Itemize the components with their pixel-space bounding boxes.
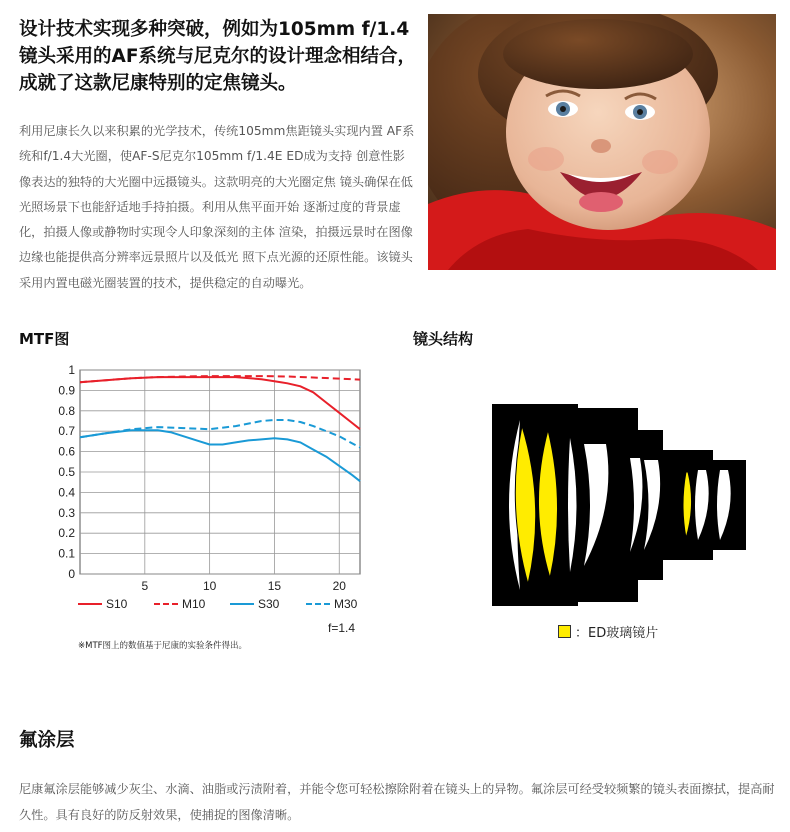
mtf-legend-label-s30: S30 <box>258 597 280 611</box>
mtf-legend <box>78 597 358 611</box>
mtf-legend-label-m30: M30 <box>334 597 358 611</box>
mtf-y-tick-label: 0.4 <box>58 485 75 500</box>
mtf-series-line-s30 <box>80 430 360 481</box>
mtf-aperture-label: f=1.4 <box>328 621 356 635</box>
child-portrait-image <box>428 14 776 270</box>
mtf-y-tick-label: 0.6 <box>58 444 75 459</box>
ed-glass-legend <box>558 622 658 641</box>
sample-photo-child <box>428 14 776 270</box>
mtf-note: ※MTF图上的数值基于尼康的实验条件得出。 <box>78 641 248 651</box>
mtf-series <box>80 376 360 481</box>
mtf-y-tick-label: 0.5 <box>58 465 75 479</box>
lens-structure-diagram <box>488 400 748 610</box>
mtf-y-tick-label: 0.3 <box>58 505 75 520</box>
mtf-y-tick-label: 0.2 <box>58 526 75 541</box>
mtf-y-tick-label: 0.9 <box>58 383 75 398</box>
mtf-legend-label-m10: M10 <box>182 597 206 611</box>
ed-glass-legend-label: ：ED玻璃镜片 <box>575 626 659 641</box>
ed-glass-swatch <box>558 625 571 638</box>
mtf-legend-label-s10: S10 <box>106 597 128 611</box>
coating-paragraph: 尼康氟涂层能够减少灰尘、水滴、油脂或污渍附着，并能令您可轻松擦除附着在镜头上的异物。氟涂层可经受较频繁的镜头表面擦拭，提高耐久性。具有良好的防反射效果，使捕捉的图像清晰。 <box>19 782 775 822</box>
mtf-y-tick-label: 0.7 <box>58 424 75 439</box>
mtf-x-tick-label: 15 <box>267 579 282 593</box>
mtf-x-tick-label: 20 <box>332 579 346 593</box>
mtf-y-tick-label: 1 <box>68 363 75 377</box>
coating-section-title: 氟涂层 <box>19 730 75 751</box>
mtf-x-tick-label: 5 <box>141 579 149 593</box>
mtf-series-line-m30 <box>80 420 360 448</box>
mtf-axis-labels <box>58 363 346 593</box>
mtf-series-line-s10 <box>80 377 360 429</box>
mtf-y-tick-label: 0.1 <box>58 546 75 561</box>
mtf-chart <box>20 352 380 662</box>
mtf-y-tick-label: 0 <box>68 567 75 581</box>
intro-paragraph: 利用尼康长久以来积累的光学技术，传统105mm焦距镜头实现内置 AF系统和f/1.4大光圈，使AF-S尼克尔105mm f/1.4E ED成为支持 创意性影像表达的独特的大光圈中远摄镜头。这款明亮的大光圈定焦 镜头确保在低光照场景下也能舒适地手持拍摄。利用从焦平面开始 逐渐过度的背景虚化，拍摄人像或静物时实现令人印象深刻的主体 渲染，拍摄远景时在图像边缘也能提供高分辨率远景照片以及低光 照下点光源的还原性能。该镜头采用内置电磁光圈装置的技术，提供稳定的自动曝光。 <box>19 124 415 290</box>
headline: 设计技术实现多种突破，例如为105mm f/1.4镜头采用的AF系统与尼克尔的设计理念相结合，成就了这款尼康特别的定焦镜头。 <box>19 19 416 94</box>
mtf-grid <box>80 370 360 574</box>
mtf-y-tick-label: 0.8 <box>58 403 75 418</box>
lens-section-title: 镜头结构 <box>413 330 474 348</box>
mtf-x-tick-label: 10 <box>202 579 217 593</box>
mtf-section-title: MTF图 <box>19 330 70 348</box>
